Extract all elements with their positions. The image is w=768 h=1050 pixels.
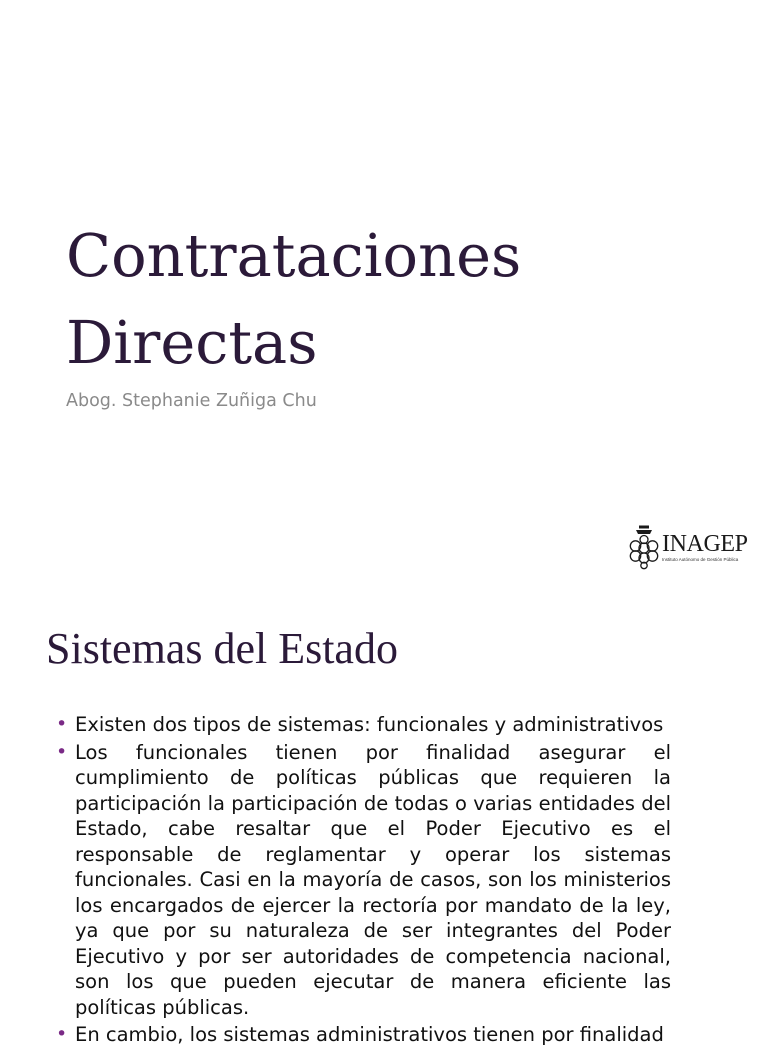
logo-wordmark: INAGEP	[662, 531, 748, 557]
slide-title: Contrataciones Directas	[66, 221, 522, 377]
list-item	[56, 740, 671, 1021]
bullet-list	[56, 712, 671, 1050]
list-item	[56, 712, 671, 738]
inagep-logo	[627, 524, 759, 572]
bullet-marker: •	[56, 713, 68, 735]
bullet-text: En cambio, los sistemas administrativos tienen por finalidad	[75, 1023, 664, 1046]
inagep-emblem-icon	[627, 524, 661, 570]
logo-tagline: Instituto Autónomo de Gestión Pública	[662, 557, 739, 562]
bullet-marker: •	[56, 1023, 68, 1045]
bullet-text: Los funcionales tienen por finalidad asegurar el cumplimiento de políticas públicas que requieren la participación la participación de todas o varias entidades del Estado, cabe resaltar que el Poder Ejecutivo es el responsable de reglamentar y operar los sistemas funcionales. Casi en la mayoría de casos, son los ministerios los encargados de ejercer la rectoría por mandato de la ley, ya que por su naturaleza de ser integrantes del Poder Ejecutivo y por ser autoridades de competencia nacional, son los que pueden ejecutar de manera eficiente las políticas públicas.	[75, 740, 671, 1019]
bullet-text: Existen dos tipos de sistemas: funcionales y administrativos	[75, 713, 664, 736]
slide-subtitle: Abog. Stephanie Zuñiga Chu	[66, 391, 317, 411]
section-title: Sistemas del Estado	[46, 624, 398, 673]
list-item	[56, 1022, 671, 1048]
bullet-marker: •	[56, 740, 68, 763]
